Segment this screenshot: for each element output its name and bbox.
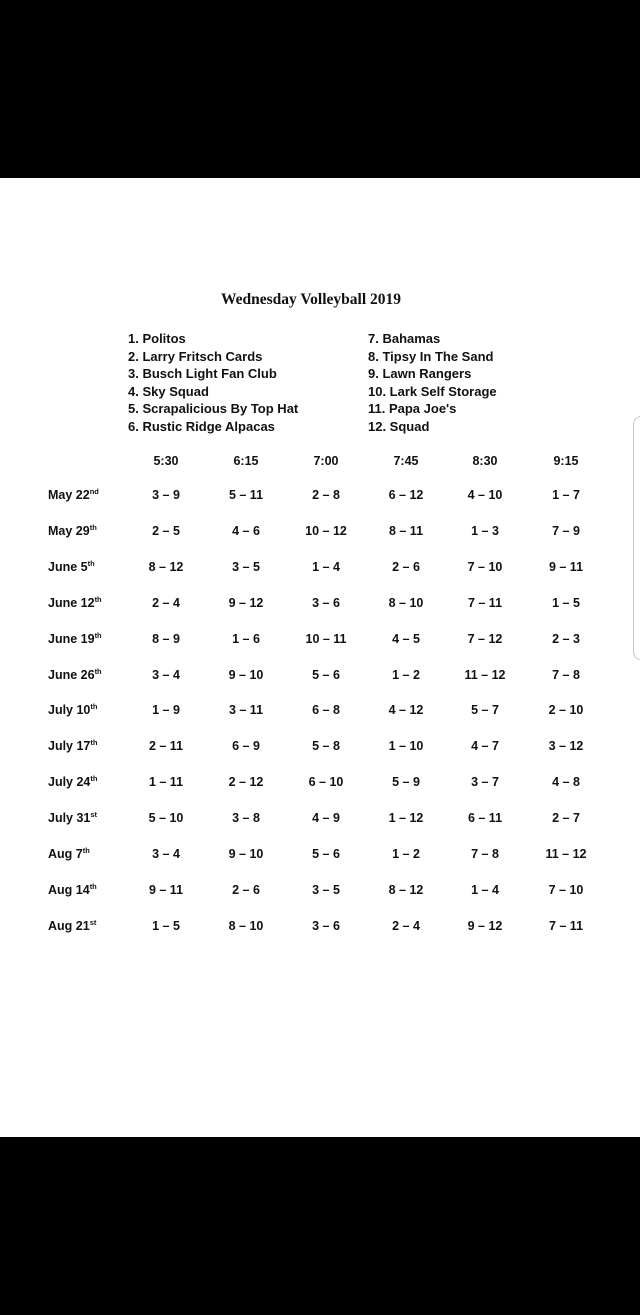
matchup-cell: 10 – 12 bbox=[305, 523, 347, 538]
matchup-cell: 1 – 4 bbox=[471, 882, 499, 897]
date-ordinal-suffix: th bbox=[90, 702, 98, 712]
matchup-cell: 3 – 11 bbox=[228, 703, 264, 718]
matchup-cell: 2 – 3 bbox=[552, 631, 580, 646]
team-list-left bbox=[128, 330, 298, 435]
time-header: 9:15 bbox=[553, 454, 579, 468]
schedule-document bbox=[0, 178, 640, 1137]
matchup-cell: 4 – 9 bbox=[312, 811, 340, 826]
matchup-cell: 4 – 5 bbox=[392, 631, 420, 646]
matchup-cell: 5 – 9 bbox=[392, 775, 420, 790]
date-label: July 31 bbox=[48, 811, 91, 826]
matchup-cell: 8 – 12 bbox=[148, 559, 184, 574]
matchup-cell: 6 – 12 bbox=[388, 488, 424, 502]
matchup-cell: 3 – 4 bbox=[152, 667, 180, 682]
date-label: May 29 bbox=[48, 523, 90, 538]
matchup-cell: 9 – 12 bbox=[467, 918, 503, 933]
date-ordinal-suffix: th bbox=[94, 630, 102, 640]
matchup-cell: 8 – 10 bbox=[388, 595, 424, 610]
matchup-cell: 3 – 5 bbox=[312, 882, 340, 897]
matchup-cell: 2 – 4 bbox=[152, 595, 180, 610]
matchup-cell: 1 – 11 bbox=[148, 775, 184, 790]
time-header: 6:15 bbox=[233, 454, 259, 468]
edge-panel-handle[interactable] bbox=[633, 416, 640, 660]
matchup-cell: 9 – 12 bbox=[228, 595, 264, 610]
date-label: June 12 bbox=[48, 595, 95, 610]
matchup-cell: 4 – 7 bbox=[471, 739, 499, 754]
matchup-cell: 9 – 11 bbox=[148, 882, 184, 897]
matchup-cell: 1 – 6 bbox=[232, 631, 260, 646]
matchup-cell: 1 – 5 bbox=[552, 595, 580, 610]
matchup-cell: 2 – 4 bbox=[392, 918, 420, 933]
date-label: June 5 bbox=[48, 559, 88, 574]
game-date bbox=[48, 811, 97, 825]
matchup-cell: 2 – 5 bbox=[152, 523, 180, 538]
matchup-cell: 6 – 8 bbox=[312, 703, 340, 718]
top-letterbox-bar bbox=[0, 0, 640, 178]
game-date bbox=[48, 739, 97, 753]
team-item: 7. Bahamas bbox=[368, 331, 441, 346]
matchup-cell: 3 – 5 bbox=[232, 559, 260, 574]
matchup-cell: 8 – 10 bbox=[228, 918, 264, 933]
game-date bbox=[48, 775, 97, 789]
team-item: 8. Tipsy In The Sand bbox=[368, 348, 494, 364]
date-label: June 19 bbox=[48, 631, 95, 646]
matchup-cell: 5 – 6 bbox=[312, 847, 340, 861]
time-header: 5:30 bbox=[153, 454, 179, 468]
date-ordinal-suffix: th bbox=[89, 522, 97, 532]
matchup-cell: 7 – 9 bbox=[552, 523, 580, 538]
date-ordinal-suffix: th bbox=[89, 881, 97, 891]
date-ordinal-suffix: th bbox=[94, 594, 102, 604]
matchup-cell: 11 – 12 bbox=[464, 667, 506, 682]
matchup-cell: 10 – 11 bbox=[305, 631, 347, 646]
matchup-cell: 1 – 3 bbox=[471, 523, 499, 538]
team-item: 3. Busch Light Fan Club bbox=[128, 366, 277, 381]
time-header: 7:45 bbox=[393, 454, 419, 468]
matchup-cell: 5 – 10 bbox=[148, 811, 184, 826]
date-label: July 10 bbox=[48, 703, 91, 718]
game-date bbox=[48, 632, 102, 646]
game-date bbox=[48, 668, 102, 682]
matchup-cell: 8 – 9 bbox=[152, 631, 180, 646]
matchup-cell: 2 – 8 bbox=[312, 488, 340, 502]
team-list-right bbox=[368, 330, 497, 435]
time-header: 8:30 bbox=[472, 454, 498, 468]
game-date bbox=[48, 488, 99, 502]
matchup-cell: 7 – 11 bbox=[548, 918, 584, 933]
matchup-cell: 3 – 6 bbox=[312, 595, 340, 610]
team-item: 10. Lark Self Storage bbox=[368, 383, 497, 399]
date-ordinal-suffix: th bbox=[82, 845, 90, 855]
team-item: 2. Larry Fritsch Cards bbox=[128, 348, 263, 364]
matchup-cell: 11 – 12 bbox=[545, 847, 587, 861]
date-ordinal-suffix: nd bbox=[89, 486, 99, 496]
matchup-cell: 8 – 11 bbox=[388, 523, 424, 538]
game-date bbox=[48, 883, 97, 897]
date-ordinal-suffix: th bbox=[90, 738, 98, 748]
matchup-cell: 9 – 10 bbox=[228, 667, 264, 682]
matchup-cell: 1 – 2 bbox=[392, 847, 420, 861]
date-label: Aug 21 bbox=[48, 918, 90, 933]
date-ordinal-suffix: st bbox=[89, 917, 97, 927]
matchup-cell: 4 – 8 bbox=[552, 775, 580, 790]
team-item: 9. Lawn Rangers bbox=[368, 366, 472, 381]
team-item: 6. Rustic Ridge Alpacas bbox=[128, 418, 275, 434]
matchup-cell: 6 – 9 bbox=[232, 739, 260, 754]
matchup-cell: 3 – 8 bbox=[232, 811, 260, 826]
matchup-cell: 3 – 6 bbox=[312, 918, 340, 933]
date-label: July 24 bbox=[48, 775, 91, 790]
matchup-cell: 7 – 8 bbox=[471, 847, 499, 861]
matchup-cell: 6 – 11 bbox=[467, 811, 503, 826]
game-date bbox=[48, 703, 97, 717]
matchup-cell: 4 – 6 bbox=[232, 523, 260, 538]
game-date bbox=[48, 919, 96, 933]
matchup-cell: 2 – 6 bbox=[232, 882, 260, 897]
matchup-cell: 7 – 10 bbox=[467, 559, 503, 574]
team-item: 11. Papa Joe's bbox=[368, 401, 457, 416]
bottom-letterbox-bar bbox=[0, 1137, 640, 1315]
matchup-cell: 2 – 12 bbox=[228, 775, 264, 790]
matchup-cell: 2 – 6 bbox=[392, 559, 420, 574]
matchup-cell: 2 – 7 bbox=[552, 811, 580, 826]
matchup-cell: 3 – 9 bbox=[152, 488, 180, 502]
date-ordinal-suffix: th bbox=[87, 558, 95, 568]
date-label: Aug 7 bbox=[48, 847, 83, 861]
page-title: Wednesday Volleyball 2019 bbox=[220, 291, 401, 308]
date-ordinal-suffix: th bbox=[94, 666, 102, 676]
matchup-cell: 5 – 8 bbox=[312, 739, 340, 754]
date-ordinal-suffix: st bbox=[90, 809, 98, 819]
matchup-cell: 5 – 11 bbox=[228, 488, 264, 502]
date-label: May 22 bbox=[48, 488, 90, 502]
matchup-cell: 1 – 5 bbox=[152, 918, 180, 933]
matchup-cell: 9 – 10 bbox=[228, 847, 264, 861]
matchup-cell: 3 – 12 bbox=[548, 739, 584, 754]
game-date bbox=[48, 524, 97, 538]
matchup-cell: 1 – 2 bbox=[392, 667, 420, 682]
matchup-cell: 1 – 4 bbox=[312, 559, 340, 574]
matchup-cell: 9 – 11 bbox=[548, 559, 584, 574]
matchup-cell: 1 – 10 bbox=[388, 739, 424, 754]
matchup-cell: 5 – 7 bbox=[471, 703, 499, 718]
matchup-cell: 3 – 7 bbox=[471, 775, 499, 790]
team-item: 1. Politos bbox=[128, 331, 186, 346]
game-date bbox=[48, 847, 90, 861]
matchup-cell: 2 – 11 bbox=[148, 739, 184, 754]
matchup-cell: 7 – 11 bbox=[467, 595, 503, 610]
matchup-cell: 1 – 7 bbox=[552, 488, 580, 502]
matchup-cell: 3 – 4 bbox=[152, 847, 180, 861]
matchup-cell: 7 – 12 bbox=[467, 631, 503, 646]
date-label: June 26 bbox=[48, 667, 95, 682]
matchup-cell: 6 – 10 bbox=[308, 775, 344, 790]
date-label: July 17 bbox=[48, 739, 91, 754]
matchup-cell: 5 – 6 bbox=[312, 667, 340, 682]
team-item: 5. Scrapalicious By Top Hat bbox=[128, 401, 299, 416]
matchup-cell: 4 – 12 bbox=[388, 703, 424, 718]
game-date bbox=[48, 596, 102, 610]
matchup-cell: 7 – 10 bbox=[548, 882, 584, 897]
matchup-cell: 1 – 9 bbox=[152, 703, 180, 718]
team-item: 12. Squad bbox=[368, 418, 430, 434]
matchup-cell: 7 – 8 bbox=[552, 667, 580, 682]
matchup-cell: 2 – 10 bbox=[548, 703, 584, 718]
date-ordinal-suffix: th bbox=[90, 774, 98, 784]
date-label: Aug 14 bbox=[48, 882, 90, 897]
matchup-cell: 4 – 10 bbox=[467, 488, 503, 502]
team-item: 4. Sky Squad bbox=[128, 383, 209, 399]
game-date bbox=[48, 560, 95, 574]
time-header: 7:00 bbox=[313, 454, 339, 468]
matchup-cell: 1 – 12 bbox=[388, 811, 424, 826]
matchup-cell: 8 – 12 bbox=[388, 882, 424, 897]
